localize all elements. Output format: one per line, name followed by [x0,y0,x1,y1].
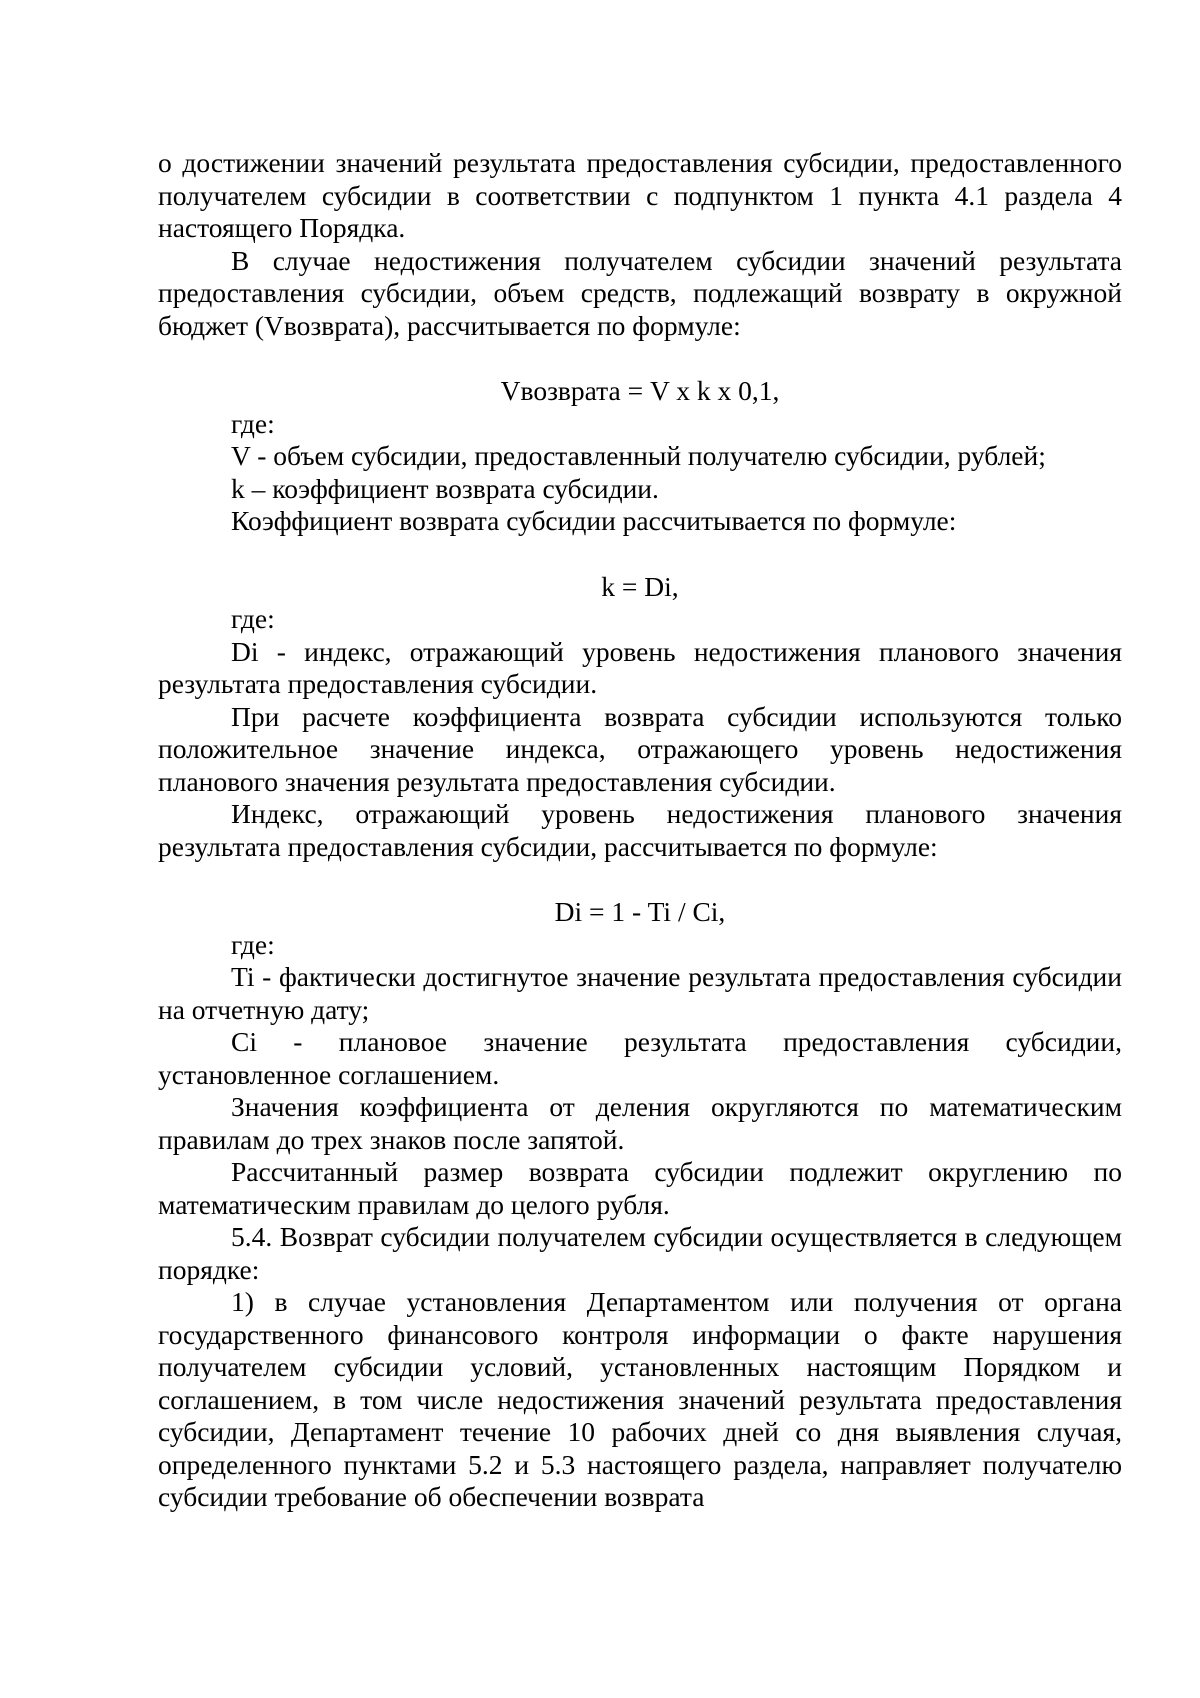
definition-v: V - объем субсидии, предоставленный получателю субсидии, рублей; [231,440,1046,471]
paragraph-coefficient: Коэффициент возврата субсидии рассчитывается по формуле: [231,505,957,536]
paragraph-positive-index: При расчете коэффициента возврата субсидии используются только положительное значение индекса, отражающего уровень недостижения планового значения результата предоставления субсидии. [158,700,1122,797]
paragraph-rounding-coefficient: Значения коэффициента от деления округляются по математическим правилам до трех знаков после запятой. [158,1091,1122,1155]
paragraph-5-4: 5.4. Возврат субсидии получателем субсидии осуществляется в следующем порядке: [158,1221,1122,1285]
formula-v-return: Vвозврата = V x k x 0,1, [500,375,780,406]
formula-k: k = Di, [601,570,679,602]
where-label-2: где: [231,603,275,634]
paragraph-2: В случае недостижения получателем субсидии значений результата предоставления субсидии, объем средств, подлежащий возврату в окружной бюджет (Vвозврата), рассчитывается по формуле: [158,244,1122,341]
paragraph-5-4-item-1: 1) в случае установления Департаментом или получения от органа государственного финансового контроля информации о факте нарушения получателем субсидии условий, установленных настоящим Порядком и соглашением, в том числе недостижения значений результата предоставления субсидии, Департамент течение 10 рабочих дней со дня выявления случая, определенного пунктами 5.2 и 5.3 настоящего раздела, направляет получателю субсидии требование об обеспечении возврата [158,1286,1122,1512]
definition-ti: Ti - фактически достигнутое значение результата предоставления субсидии на отчетную дату; [158,961,1122,1025]
definition-ci: Ci - плановое значение результата предоставления субсидии, установленное соглашением. [158,1026,1122,1090]
where-label-1: где: [231,407,275,439]
paragraph-1: о достижении значений результата предоставления субсидии, предоставленного получателем субсидии в соответствии с подпунктом 1 пункта 4.1 раздела 4 настоящего Порядка. [158,147,1122,243]
formula-di: Di = 1 - Ti / Ci, [554,896,726,927]
paragraph-index-formula: Индекс, отражающий уровень недостижения планового значения результата предоставления субсидии, рассчитывается по формуле: [158,798,1122,862]
definition-k: k – коэффициент возврата субсидии. [231,472,659,504]
where-label-3: где: [231,928,275,960]
document-page [158,147,1122,1514]
paragraph-rounding-amount: Рассчитанный размер возврата субсидии подлежит округлению по математическим правилам до целого рубля. [158,1156,1122,1220]
definition-di: Di - индекс, отражающий уровень недостижения планового значения результата предоставления субсидии. [158,635,1122,699]
